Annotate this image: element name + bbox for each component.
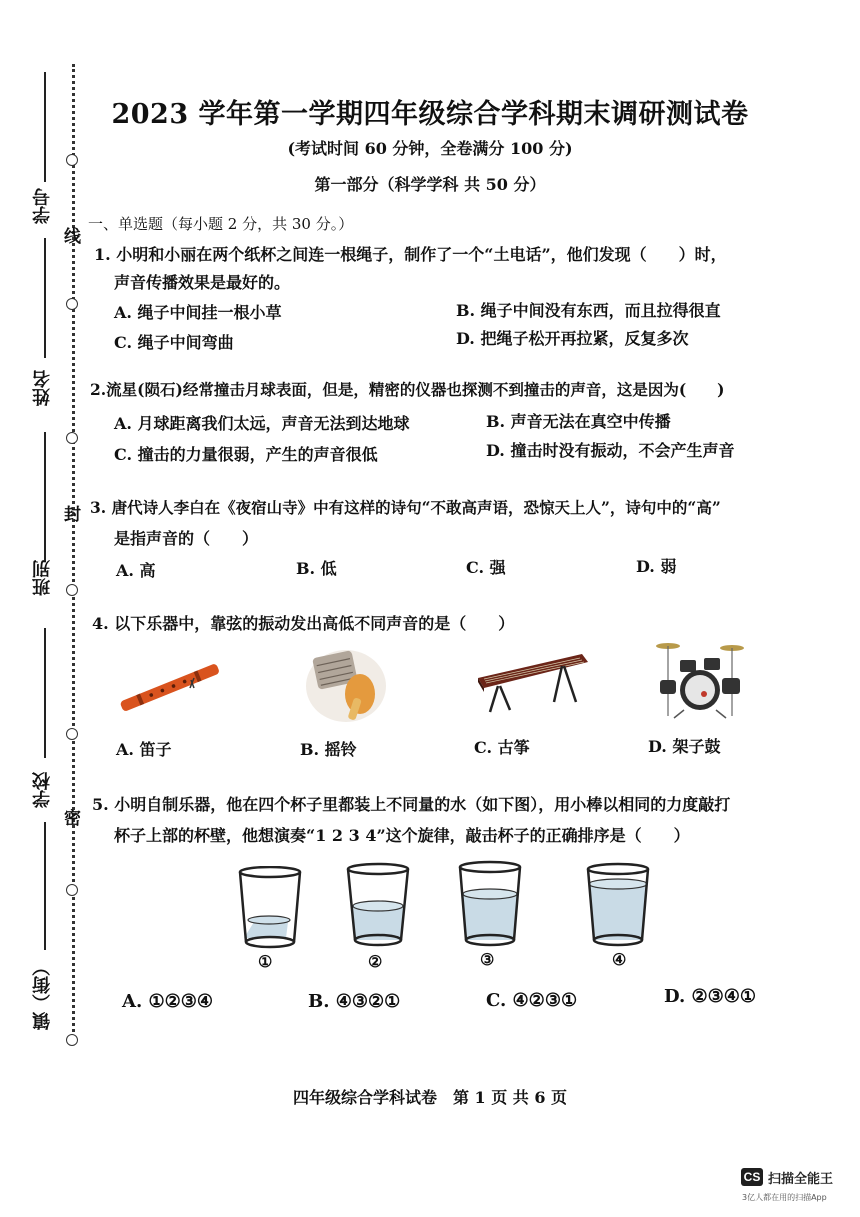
binding-hole [66, 1034, 78, 1046]
cup-1 [236, 866, 304, 950]
cup-4-label: ④ [612, 950, 627, 969]
cup-3-label: ③ [480, 950, 495, 969]
page-footer: 四年级综合学科试卷 第 1 页 共 6 页 [292, 1088, 568, 1107]
section-heading: 一、单选题（每小题 2 分，共 30 分。） [88, 215, 354, 233]
question-5-option-a[interactable]: A. ①②③④ [122, 991, 214, 1012]
question-3-option-b[interactable]: B. 低 [296, 559, 337, 578]
watermark-app-name: 扫描全能王 [768, 1172, 834, 1187]
question-5-stem-cont: 杯子上部的杯壁，他想演奏“1 2 3 4”这个旋律，敲击杯子的正确排序是（ ） [114, 826, 690, 845]
label-class: 班别 [32, 560, 53, 596]
question-4-option-b[interactable]: B. 摇铃 [300, 740, 357, 759]
binding-hole [66, 884, 78, 896]
flute-image [114, 660, 226, 716]
watermark-tagline: 3亿人都在用的扫描App [742, 1193, 827, 1202]
question-5-option-b[interactable]: B. ④③②① [308, 991, 401, 1012]
question-5-option-d[interactable]: D. ②③④① [664, 986, 757, 1007]
question-2-option-d[interactable]: D. 撞击时没有振动，不会产生声音 [486, 441, 735, 460]
question-3-option-c[interactable]: C. 强 [466, 558, 506, 577]
guzheng-image [470, 646, 594, 714]
question-2-stem: 2.流星(陨石)经常撞击月球表面，但是，精密的仪器也探测不到撞击的声音，这是因为( ) [90, 380, 725, 399]
label-school: 学校 [32, 772, 53, 808]
binding-hole [66, 728, 78, 740]
question-4-stem: 4. 以下乐器中，靠弦的振动发出高低不同声音的是（ ） [92, 614, 515, 633]
question-3-option-d[interactable]: D. 弱 [636, 557, 677, 576]
question-1-option-c[interactable]: C. 绳子中间弯曲 [114, 333, 234, 352]
label-student-id: 学号 [32, 188, 53, 224]
cup-2 [344, 862, 412, 948]
question-3-stem: 3. 唐代诗人李白在《夜宿山寺》中有这样的诗句“不敢高声语，恐惊天上人”，诗句中的“高” [90, 498, 721, 517]
question-4-option-c[interactable]: C. 古筝 [474, 738, 530, 757]
cup-2-label: ② [368, 952, 383, 971]
camscanner-logo-icon: CS [741, 1168, 763, 1186]
fill-line-school [44, 628, 46, 758]
exam-title: 2023 学年第一学期四年级综合学科期末调研测试卷 [111, 99, 749, 130]
question-1-option-b[interactable]: B. 绳子中间没有东西，而且拉得很直 [456, 301, 721, 320]
cup-4 [584, 862, 652, 948]
exam-subtitle: (考试时间 60 分钟，全卷满分 100 分) [287, 139, 573, 158]
drum-kit-image [654, 638, 748, 720]
question-1-stem-cont: 声音传播效果是最好的。 [114, 273, 291, 292]
seal-mark-seal: 封 [64, 505, 81, 525]
binding-hole [66, 298, 78, 310]
question-1-option-d[interactable]: D. 把绳子松开再拉紧，反复多次 [456, 329, 689, 348]
question-5-stem: 5. 小明自制乐器，他在四个杯子里都装上不同量的水（如下图），用小棒以相同的力度敲打 [92, 795, 731, 814]
label-town: 镇（街） [32, 958, 53, 1030]
binding-dotted-line [72, 64, 75, 1044]
fill-line-name [44, 238, 46, 358]
rattle-image [302, 644, 394, 724]
seal-mark-secret: 密 [64, 809, 81, 829]
question-2-option-a[interactable]: A. 月球距离我们太远，声音无法到达地球 [114, 414, 410, 433]
binding-hole [66, 584, 78, 596]
question-2-option-c[interactable]: C. 撞击的力量很弱，产生的声音很低 [114, 445, 378, 464]
question-3-stem-cont: 是指声音的（ ） [114, 529, 259, 548]
cup-3 [456, 860, 524, 948]
part-heading: 第一部分（科学学科 共 50 分） [314, 175, 546, 194]
question-2-option-b[interactable]: B. 声音无法在真空中传播 [486, 412, 671, 431]
cup-1-label: ① [258, 952, 273, 971]
binding-hole [66, 432, 78, 444]
question-3-option-a[interactable]: A. 高 [116, 561, 156, 580]
question-5-option-c[interactable]: C. ④②③① [486, 990, 578, 1011]
question-4-option-a[interactable]: A. 笛子 [116, 740, 172, 759]
fill-line-town [44, 822, 46, 950]
label-name: 姓名 [32, 370, 53, 406]
question-1-option-a[interactable]: A. 绳子中间挂一根小草 [114, 303, 282, 322]
seal-mark-line: 线 [64, 227, 81, 247]
question-4-option-d[interactable]: D. 架子鼓 [648, 737, 721, 756]
fill-line-class [44, 432, 46, 562]
question-1-stem: 1. 小明和小丽在两个纸杯之间连一根绳子，制作了一个“土电话”，他们发现（ ）时， [94, 245, 727, 264]
